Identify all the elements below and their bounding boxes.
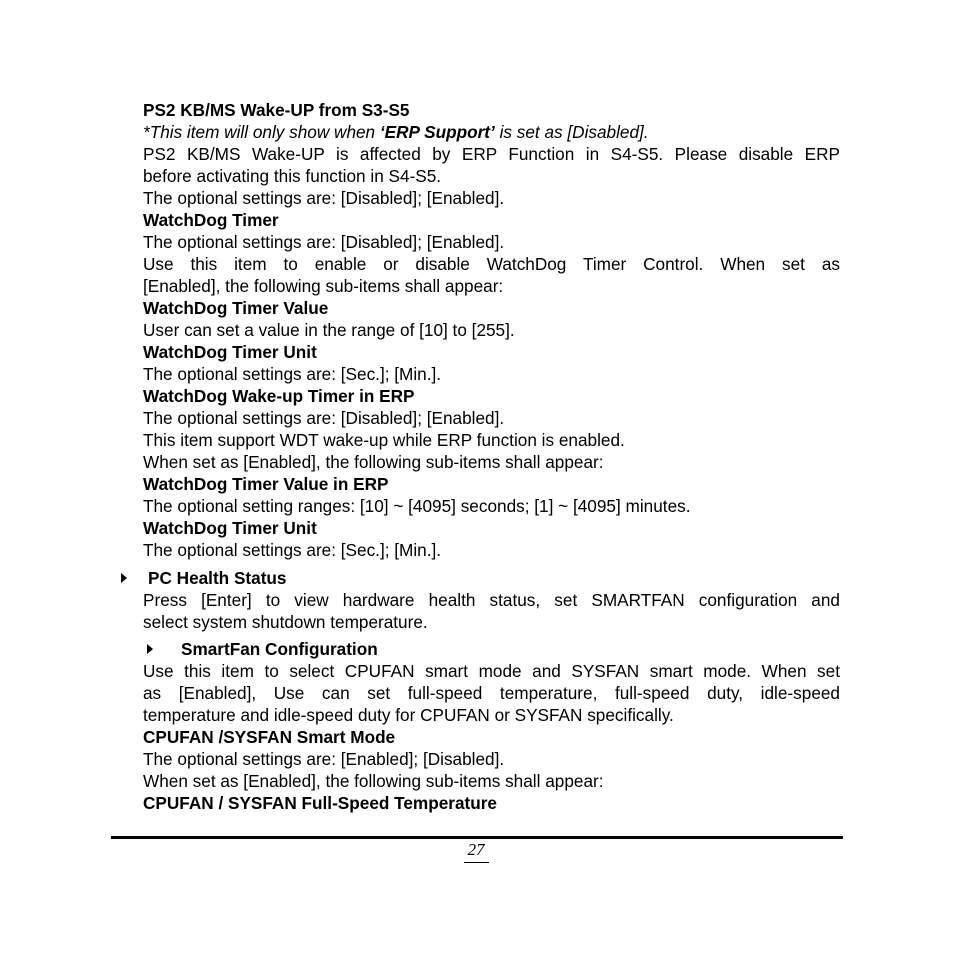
- paragraph-line: When set as [Enabled], the following sub-items shall appear:: [143, 452, 604, 472]
- paragraph-line: When set as [Enabled], the following sub-items shall appear:: [143, 771, 604, 791]
- triangle-right-icon: [147, 644, 153, 654]
- note-text: *This item will only show when: [143, 122, 380, 142]
- bullet-heading-pc-health: [143, 567, 840, 589]
- section-heading: WatchDog Wake-up Timer in ERP: [143, 386, 415, 406]
- paragraph-line: The optional settings are: [Disabled]; [Enabled].: [143, 408, 505, 428]
- paragraph-line: as [Enabled], Use can set full-speed temperature, full-speed duty, idle-speed: [143, 683, 840, 703]
- paragraph-line: Use this item to select CPUFAN smart mode and SYSFAN smart mode. When set: [143, 661, 840, 681]
- section-heading: WatchDog Timer Unit: [143, 342, 317, 362]
- paragraph-line: The optional settings are: [Enabled]; [Disabled].: [143, 749, 505, 769]
- paragraph-line: select system shutdown temperature.: [143, 612, 428, 632]
- section-heading: PC Health Status: [148, 568, 287, 588]
- paragraph-line: Press [Enter] to view hardware health status, set SMARTFAN configuration and: [143, 590, 840, 610]
- paragraph-line: The optional settings are: [Disabled]; [Enabled].: [143, 232, 505, 252]
- note-text: is set as [Disabled].: [494, 122, 649, 142]
- note: [143, 121, 840, 143]
- note-emphasis: ‘ERP Support’: [379, 122, 495, 142]
- page-number: 27: [467, 840, 485, 859]
- paragraph-line: The optional settings are: [Disabled]; [Enabled].: [143, 188, 505, 208]
- section-heading: WatchDog Timer Value in ERP: [143, 474, 389, 494]
- triangle-right-icon: [121, 573, 127, 583]
- paragraph-line: before activating this function in S4-S5.: [143, 166, 442, 186]
- paragraph-line: This item support WDT wake-up while ERP function is enabled.: [143, 430, 625, 450]
- bullet-heading-smartfan: [143, 638, 840, 660]
- paragraph-line: The optional settings are: [Sec.]; [Min.].: [143, 364, 442, 384]
- paragraph-line: Use this item to enable or disable WatchDog Timer Control. When set as: [143, 254, 840, 274]
- section-heading: SmartFan Configuration: [181, 639, 378, 659]
- footer-rule: [111, 836, 843, 839]
- section-heading: CPUFAN / SYSFAN Full-Speed Temperature: [143, 793, 497, 813]
- paragraph-line: The optional setting ranges: [10] ~ [4095] seconds; [1] ~ [4095] minutes.: [143, 496, 691, 516]
- page-number-underline: [464, 862, 489, 863]
- section-heading: CPUFAN /SYSFAN Smart Mode: [143, 727, 396, 747]
- paragraph-line: PS2 KB/MS Wake-UP is affected by ERP Function in S4-S5. Please disable ERP: [143, 144, 840, 164]
- paragraph-line: The optional settings are: [Sec.]; [Min.].: [143, 540, 442, 560]
- section-heading: WatchDog Timer: [143, 210, 279, 230]
- paragraph-line: User can set a value in the range of [10] to [255].: [143, 320, 515, 340]
- section-heading: WatchDog Timer Value: [143, 298, 329, 318]
- section-heading: PS2 KB/MS Wake-UP from S3-S5: [143, 100, 410, 120]
- paragraph-line: [Enabled], the following sub-items shall appear:: [143, 276, 504, 296]
- section-heading: WatchDog Timer Unit: [143, 518, 317, 538]
- manual-page-content: [143, 99, 840, 814]
- paragraph-line: temperature and idle-speed duty for CPUFAN or SYSFAN specifically.: [143, 705, 674, 725]
